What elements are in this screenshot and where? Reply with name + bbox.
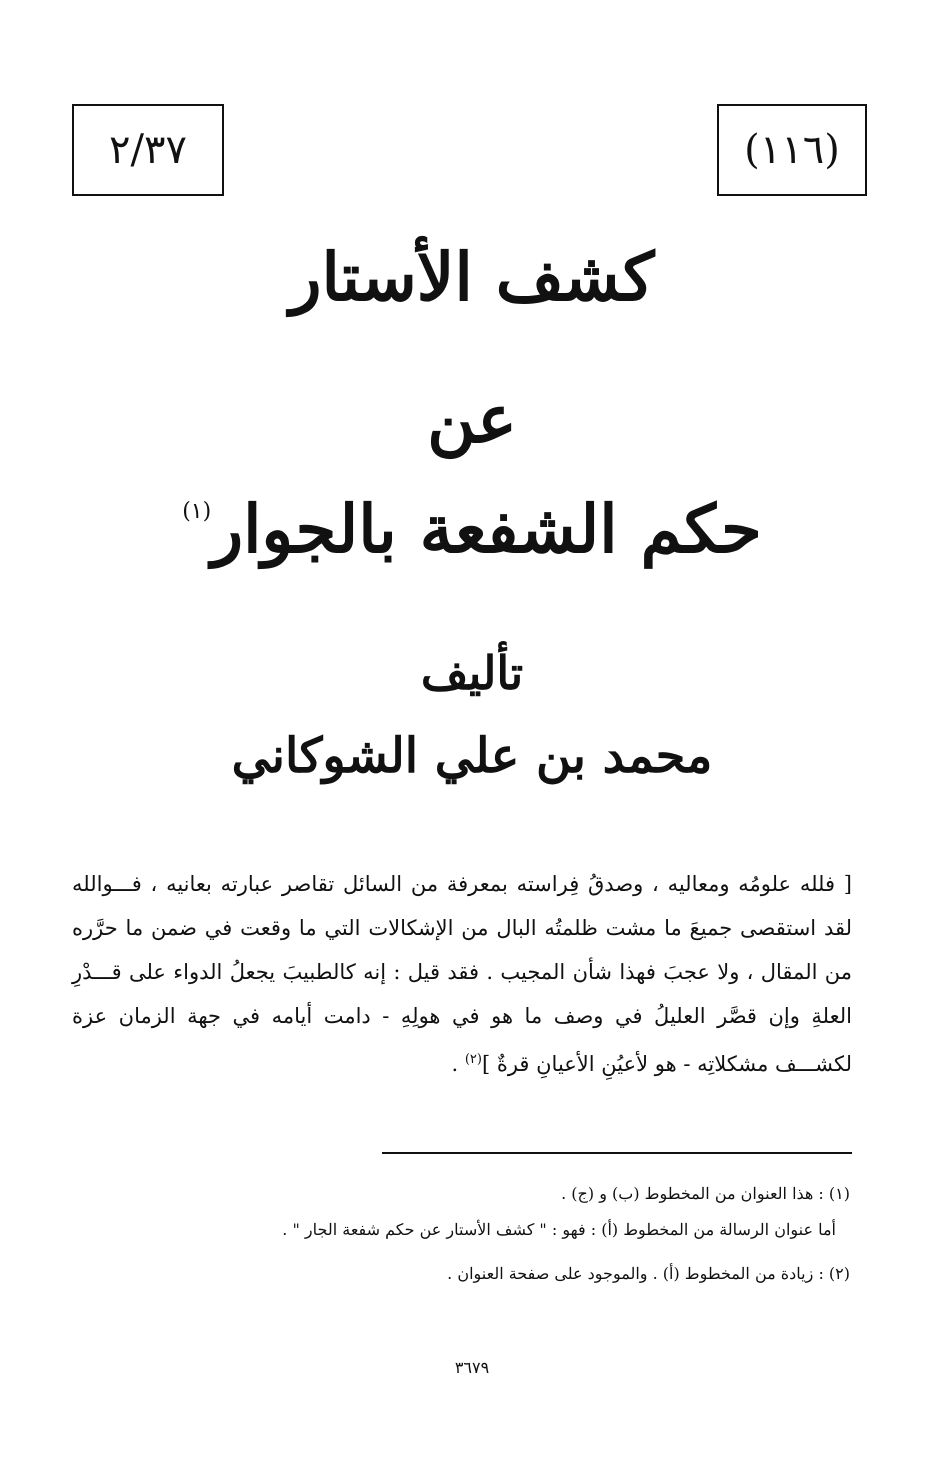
title-line-3 bbox=[0, 490, 944, 568]
volume-reference: ٢/٣٧ bbox=[109, 127, 187, 173]
paragraph-footnote-marker: (٢) bbox=[464, 1052, 482, 1067]
footnote-1-continued: أما عنوان الرسالة من المخطوط (أ) : فهو : " كشف الأستار عن حكم شفعة الجار " . bbox=[282, 1220, 836, 1239]
title-footnote-marker: (١) bbox=[182, 499, 212, 524]
page-number: ٣٦٧٩ bbox=[454, 1358, 490, 1377]
treatise-number: (١١٦) bbox=[744, 127, 840, 173]
footnote-1: (١) : هذا العنوان من المخطوط (ب) و (ج) . bbox=[561, 1184, 850, 1203]
paragraph-end: . bbox=[451, 1052, 465, 1076]
intro-paragraph-text: [ فلله علومُه ومعاليه ، وصدقُ فِراسته بمعرفة من السائل تقاصر عبارته بعانيه ، فـــوالله لقد استقصى جميعَ ما مشت ظلمتُه البال من الإشكالات التي ما وقعت في ضمن ما حرَّره من المقال ، ولا عجبَ فهذا شأن المجيب . فقد قيل : إنه كالطبيبَ يجعلُ الدواء على قـــدْرِ العلةِ وإن قصَّر العليلُ في وصف ما هو في هولِهِ - دامت أيامه في جهة الزمان عزة لكشـــف مشكلاتِه - هو لأعيُنِ الأعيانِ قرةٌ ] bbox=[72, 872, 852, 1076]
footnote-divider bbox=[382, 1152, 852, 1154]
author-name: محمد بن علي الشوكاني bbox=[231, 728, 713, 784]
treatise-number-box bbox=[717, 104, 867, 196]
footnote-2: (٢) : زيادة من المخطوط (أ) . والموجود على صفحة العنوان . bbox=[447, 1264, 850, 1283]
title-line-2: عن bbox=[427, 380, 517, 458]
intro-paragraph bbox=[72, 862, 852, 1086]
title-line-1: كشف الأستار bbox=[289, 238, 655, 316]
title-line-3-text: حكم الشفعة بالجوار bbox=[211, 490, 762, 568]
volume-reference-box bbox=[72, 104, 224, 196]
author-label: تأليف bbox=[420, 646, 524, 700]
